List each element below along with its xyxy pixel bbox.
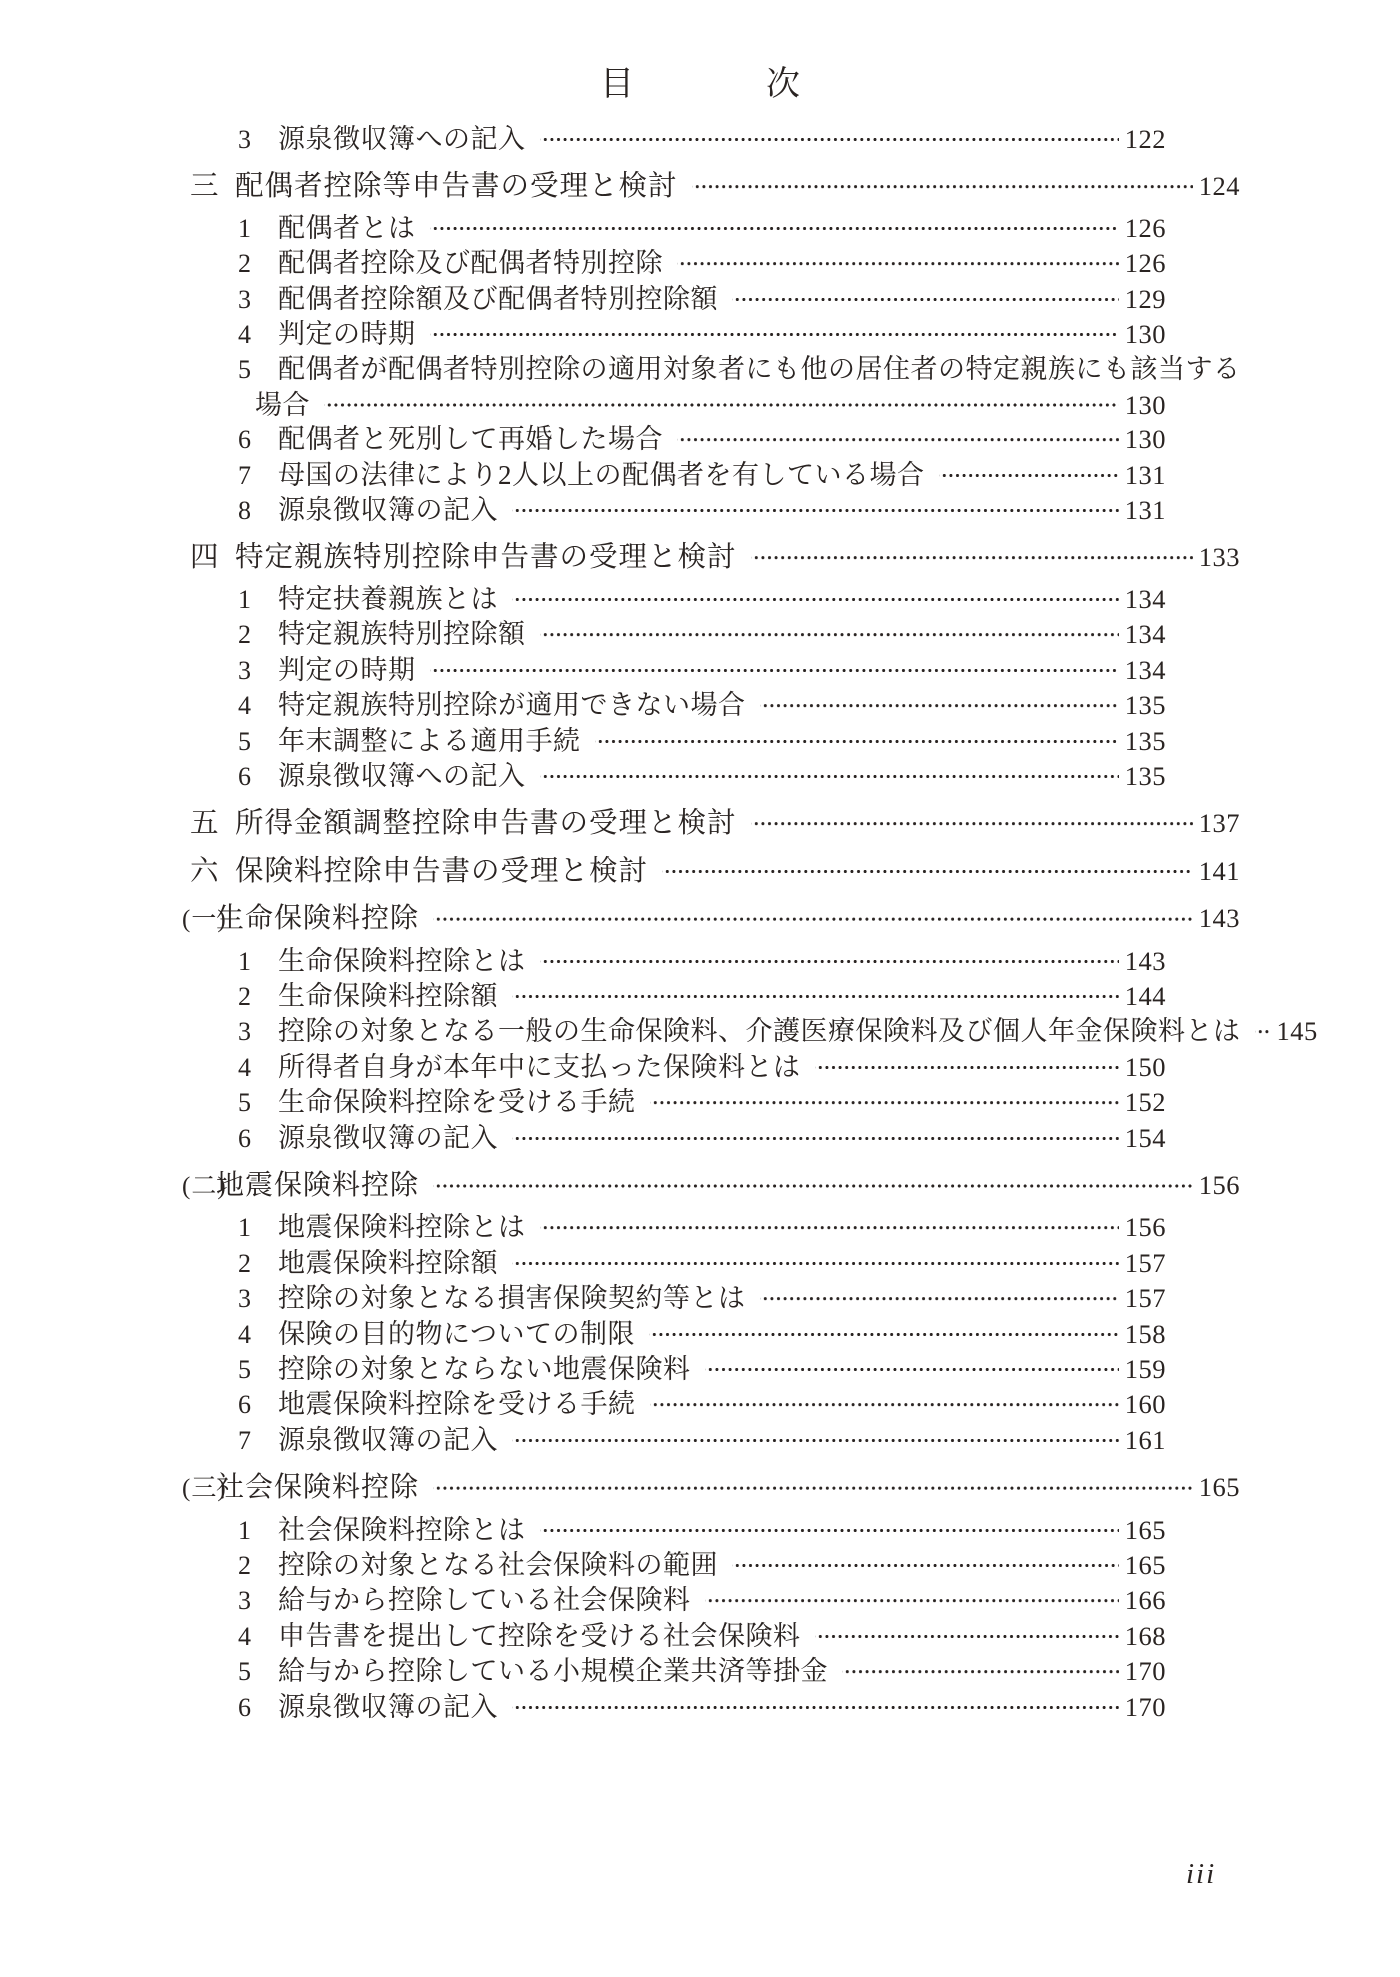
toc-item-row bbox=[190, 1583, 1240, 1618]
item-number: 6 bbox=[238, 425, 252, 455]
item-number: 1 bbox=[238, 1515, 252, 1545]
toc-item-row bbox=[190, 458, 1240, 493]
item-number: 4 bbox=[238, 1319, 252, 1349]
page-number: 144 bbox=[1124, 980, 1166, 1011]
item-title: 源泉徴収簿の記入 bbox=[278, 1424, 498, 1455]
toc-item-row bbox=[190, 122, 1240, 157]
page-number: 170 bbox=[1124, 1656, 1166, 1687]
dot-leader bbox=[512, 1423, 1119, 1458]
item-title-continued: 場合 bbox=[255, 389, 310, 420]
dot-leader bbox=[540, 944, 1119, 979]
page-number: 152 bbox=[1124, 1087, 1166, 1118]
page-number: 165 bbox=[1198, 1472, 1240, 1503]
toc-item-row bbox=[190, 317, 1240, 352]
item-title: 生命保険料控除額 bbox=[278, 980, 498, 1011]
toc-item-row bbox=[190, 1246, 1240, 1281]
page-number: 165 bbox=[1124, 1550, 1166, 1581]
dot-leader bbox=[1255, 1014, 1271, 1049]
toc-item-row bbox=[190, 617, 1240, 652]
item-number: 7 bbox=[238, 460, 252, 490]
toc-item-row bbox=[190, 1121, 1240, 1156]
item-number: 3 bbox=[238, 125, 252, 154]
page-number: 134 bbox=[1124, 583, 1166, 614]
toc-subsection-row bbox=[182, 901, 1240, 937]
toc-item-row bbox=[190, 1317, 1240, 1352]
item-number: 5 bbox=[238, 1657, 252, 1687]
page-number: 170 bbox=[1124, 1691, 1166, 1722]
dot-leader bbox=[540, 1210, 1119, 1245]
toc-item-row bbox=[190, 422, 1240, 457]
item-title: 配偶者控除及び配偶者特別控除 bbox=[278, 248, 663, 279]
toc-item-row bbox=[190, 1085, 1240, 1120]
item-title: 判定の時期 bbox=[278, 654, 416, 685]
section-marker: (一) bbox=[182, 906, 227, 934]
page-number: 145 bbox=[1276, 1016, 1318, 1047]
item-number: 2 bbox=[238, 1551, 252, 1581]
item-number: 5 bbox=[238, 1088, 252, 1118]
dot-leader bbox=[595, 724, 1119, 759]
section-title: 特定親族特別控除申告書の受理と検討 bbox=[235, 542, 737, 574]
item-title: 年末調整による適用手続 bbox=[278, 725, 581, 756]
item-number: 6 bbox=[238, 1692, 252, 1722]
item-number: 5 bbox=[238, 726, 252, 756]
item-title: 控除の対象とならない地震保険料 bbox=[278, 1354, 691, 1384]
item-number: 8 bbox=[238, 496, 252, 526]
dot-leader bbox=[512, 493, 1119, 528]
item-title: 源泉徴収簿の記入 bbox=[278, 1691, 498, 1722]
dot-leader bbox=[751, 540, 1193, 575]
section-marker: 四 bbox=[190, 542, 220, 574]
page-title-char: 目 bbox=[600, 66, 634, 103]
page-number: 135 bbox=[1124, 725, 1166, 756]
section-marker: (二) bbox=[182, 1172, 227, 1200]
dot-leader bbox=[815, 1050, 1119, 1085]
item-number: 1 bbox=[238, 584, 252, 614]
item-number: 2 bbox=[238, 981, 252, 1011]
item-title: 源泉徴収簿の記入 bbox=[278, 1122, 498, 1153]
dot-leader bbox=[649, 1317, 1119, 1352]
dot-leader bbox=[540, 759, 1119, 794]
toc-item-row bbox=[190, 1423, 1240, 1458]
dot-leader bbox=[512, 1690, 1119, 1725]
item-number: 4 bbox=[238, 1621, 252, 1651]
dot-leader bbox=[430, 211, 1119, 246]
dot-leader bbox=[650, 1387, 1119, 1422]
toc-item-row bbox=[190, 1281, 1240, 1316]
item-title: 給与から控除している小規模企業共済等掛金 bbox=[278, 1656, 828, 1687]
toc-subsection-row bbox=[182, 1168, 1240, 1204]
item-number: 3 bbox=[238, 655, 252, 685]
page-number: 135 bbox=[1124, 760, 1166, 791]
page-number: 130 bbox=[1124, 319, 1166, 350]
dot-leader bbox=[705, 1583, 1119, 1618]
dot-leader bbox=[540, 617, 1119, 652]
item-title: 地震保険料控除額 bbox=[278, 1247, 498, 1278]
page-number: 134 bbox=[1124, 654, 1166, 685]
dot-leader bbox=[760, 1281, 1119, 1316]
toc-section-row bbox=[190, 540, 1240, 575]
page-number: 157 bbox=[1124, 1283, 1166, 1314]
page-number: 160 bbox=[1124, 1389, 1166, 1420]
item-title: 配偶者控除額及び配偶者特別控除額 bbox=[278, 283, 718, 314]
toc-item-wrap-row bbox=[190, 388, 1240, 422]
section-marker: (三) bbox=[182, 1475, 227, 1503]
item-number: 6 bbox=[238, 1390, 252, 1420]
section-marker: 五 bbox=[190, 808, 220, 840]
dot-leader bbox=[677, 246, 1119, 281]
page-number: 130 bbox=[1124, 424, 1166, 455]
item-number: 4 bbox=[238, 691, 252, 721]
item-title: 判定の時期 bbox=[278, 319, 416, 350]
item-title: 地震保険料控除とは bbox=[278, 1212, 526, 1243]
page-number: 143 bbox=[1198, 903, 1240, 934]
page-number: 126 bbox=[1124, 248, 1166, 279]
item-title: 源泉徴収簿の記入 bbox=[278, 495, 498, 526]
section-title: 所得金額調整控除申告書の受理と検討 bbox=[235, 808, 737, 840]
item-number: 4 bbox=[238, 1052, 252, 1082]
page-number: 165 bbox=[1124, 1514, 1166, 1545]
section-marker: 三 bbox=[190, 171, 220, 203]
item-title: 控除の対象となる社会保険料の範囲 bbox=[278, 1550, 718, 1581]
dot-leader bbox=[842, 1654, 1119, 1689]
toc-item-row bbox=[190, 1513, 1240, 1548]
item-number: 7 bbox=[238, 1425, 252, 1455]
item-number: 2 bbox=[238, 620, 252, 650]
toc-item-row bbox=[190, 282, 1240, 317]
page-number: 126 bbox=[1124, 212, 1166, 243]
item-number: 2 bbox=[238, 249, 252, 279]
toc-list bbox=[182, 122, 1318, 1725]
toc-item-row bbox=[190, 211, 1240, 246]
item-title: 特定扶養親族とは bbox=[278, 583, 498, 614]
page-number: 137 bbox=[1198, 808, 1240, 839]
page-number: 141 bbox=[1198, 855, 1240, 886]
toc-item-row bbox=[190, 1387, 1240, 1422]
item-title: 特定親族特別控除が適用できない場合 bbox=[278, 690, 746, 721]
dot-leader bbox=[512, 979, 1119, 1014]
toc-item-row bbox=[190, 1619, 1240, 1654]
item-number: 3 bbox=[238, 284, 252, 314]
page-number: 133 bbox=[1198, 542, 1240, 573]
toc-item-row bbox=[190, 979, 1240, 1014]
section-title: 地震保険料控除 bbox=[216, 1169, 420, 1201]
item-number: 6 bbox=[238, 761, 252, 791]
item-title: 配偶者と死別して再婚した場合 bbox=[278, 424, 663, 455]
dot-leader bbox=[430, 653, 1119, 688]
dot-leader bbox=[815, 1619, 1119, 1654]
dot-leader bbox=[540, 122, 1119, 157]
dot-leader bbox=[732, 282, 1119, 317]
dot-leader bbox=[512, 1121, 1119, 1156]
dot-leader bbox=[430, 317, 1119, 352]
item-number: 5 bbox=[238, 1355, 252, 1384]
item-title: 源泉徴収簿への記入 bbox=[278, 760, 526, 791]
toc-item-row bbox=[190, 1548, 1240, 1583]
section-title: 社会保険料控除 bbox=[216, 1472, 420, 1504]
item-title: 母国の法律により2人以上の配偶者を有している場合 bbox=[278, 459, 925, 490]
section-title: 配偶者控除等申告書の受理と検討 bbox=[235, 171, 678, 203]
item-number: 6 bbox=[238, 1123, 252, 1153]
page-number: 158 bbox=[1124, 1318, 1166, 1349]
page-number: 134 bbox=[1124, 619, 1166, 650]
page-title-char: 次 bbox=[766, 66, 800, 103]
toc-item-row bbox=[190, 1014, 1318, 1049]
item-title: 特定親族特別控除額 bbox=[278, 619, 526, 650]
toc-item-row bbox=[190, 1654, 1240, 1689]
toc-item-row bbox=[190, 1690, 1240, 1725]
section-title: 保険料控除申告書の受理と検討 bbox=[235, 855, 649, 887]
toc-subsection-row bbox=[182, 1470, 1240, 1506]
toc-item-row bbox=[190, 759, 1240, 794]
item-title: 配偶者が配偶者特別控除の適用対象者にも他の居住者の特定親族にも該当する bbox=[278, 354, 1241, 385]
toc-section-row bbox=[190, 169, 1240, 204]
item-number: 4 bbox=[238, 320, 252, 350]
item-title: 所得者自身が本年中に支払った保険料とは bbox=[278, 1051, 801, 1082]
item-number: 3 bbox=[238, 1284, 252, 1314]
dot-leader bbox=[324, 388, 1119, 422]
dot-leader bbox=[732, 1548, 1119, 1583]
toc-item-row bbox=[190, 1210, 1240, 1245]
page-number: 156 bbox=[1198, 1169, 1240, 1200]
item-title: 保険の目的物についての制限 bbox=[278, 1318, 635, 1349]
page-number: 143 bbox=[1124, 945, 1166, 976]
toc-item-row bbox=[190, 1050, 1240, 1085]
item-title: 地震保険料控除を受ける手続 bbox=[278, 1389, 636, 1420]
page-number: 124 bbox=[1198, 171, 1240, 202]
item-number: 1 bbox=[238, 213, 252, 243]
item-title: 控除の対象となる一般の生命保険料、介護医療保険料及び個人年金保険料とは bbox=[278, 1016, 1241, 1047]
toc-item-row bbox=[190, 246, 1240, 281]
item-title: 配偶者とは bbox=[278, 212, 416, 243]
dot-leader bbox=[662, 854, 1193, 889]
page-number: 159 bbox=[1124, 1354, 1166, 1384]
toc-section-row bbox=[190, 806, 1240, 841]
page-number: 130 bbox=[1124, 389, 1166, 420]
page-number: 150 bbox=[1124, 1051, 1166, 1082]
dot-leader bbox=[650, 1085, 1119, 1120]
page-number: 135 bbox=[1124, 690, 1166, 721]
page-number: 161 bbox=[1124, 1424, 1166, 1455]
item-title: 社会保険料控除とは bbox=[278, 1514, 526, 1545]
toc-item-row bbox=[190, 493, 1240, 528]
dot-leader bbox=[433, 1168, 1193, 1204]
dot-leader bbox=[677, 422, 1119, 457]
dot-leader bbox=[705, 1352, 1119, 1387]
toc-item-row bbox=[190, 688, 1240, 723]
page-number: 154 bbox=[1124, 1122, 1166, 1153]
toc-item-row bbox=[190, 352, 1240, 387]
page-number: 166 bbox=[1124, 1585, 1166, 1616]
item-title: 生命保険料控除を受ける手続 bbox=[278, 1087, 636, 1118]
page-number: 156 bbox=[1124, 1212, 1166, 1243]
page-title bbox=[0, 66, 1400, 104]
dot-leader bbox=[512, 582, 1119, 617]
dot-leader bbox=[939, 458, 1119, 493]
toc-section-row bbox=[190, 854, 1240, 889]
dot-leader bbox=[433, 1470, 1193, 1506]
item-number: 3 bbox=[238, 1586, 252, 1616]
toc-item-row bbox=[190, 724, 1240, 759]
toc-item-row bbox=[190, 944, 1240, 979]
item-title: 控除の対象となる損害保険契約等とは bbox=[278, 1283, 746, 1314]
section-title: 生命保険料控除 bbox=[216, 903, 420, 935]
page-number: 157 bbox=[1124, 1247, 1166, 1278]
item-number: 3 bbox=[238, 1017, 252, 1047]
toc-item-row bbox=[190, 1352, 1240, 1387]
item-title: 源泉徴収簿への記入 bbox=[278, 124, 526, 154]
item-number: 2 bbox=[238, 1248, 252, 1278]
section-marker: 六 bbox=[190, 855, 220, 887]
page-number: 131 bbox=[1124, 459, 1166, 490]
item-title: 生命保険料控除とは bbox=[278, 945, 526, 976]
page-number: 131 bbox=[1124, 495, 1166, 526]
item-number: 1 bbox=[238, 946, 252, 976]
item-title: 給与から控除している社会保険料 bbox=[278, 1585, 691, 1616]
page-number: 122 bbox=[1124, 124, 1166, 154]
dot-leader bbox=[433, 901, 1193, 937]
page-number: 129 bbox=[1124, 283, 1166, 314]
toc-item-row bbox=[190, 653, 1240, 688]
dot-leader bbox=[540, 1513, 1119, 1548]
dot-leader bbox=[692, 169, 1193, 204]
dot-leader bbox=[751, 806, 1193, 841]
folio-page-number: iii bbox=[1186, 1858, 1217, 1890]
item-title: 申告書を提出して控除を受ける社会保険料 bbox=[278, 1620, 801, 1651]
page-number: 168 bbox=[1124, 1620, 1166, 1651]
item-number: 5 bbox=[238, 355, 252, 385]
dot-leader bbox=[760, 688, 1119, 723]
toc-item-row bbox=[190, 582, 1240, 617]
item-number: 1 bbox=[238, 1213, 252, 1243]
dot-leader bbox=[512, 1246, 1119, 1281]
